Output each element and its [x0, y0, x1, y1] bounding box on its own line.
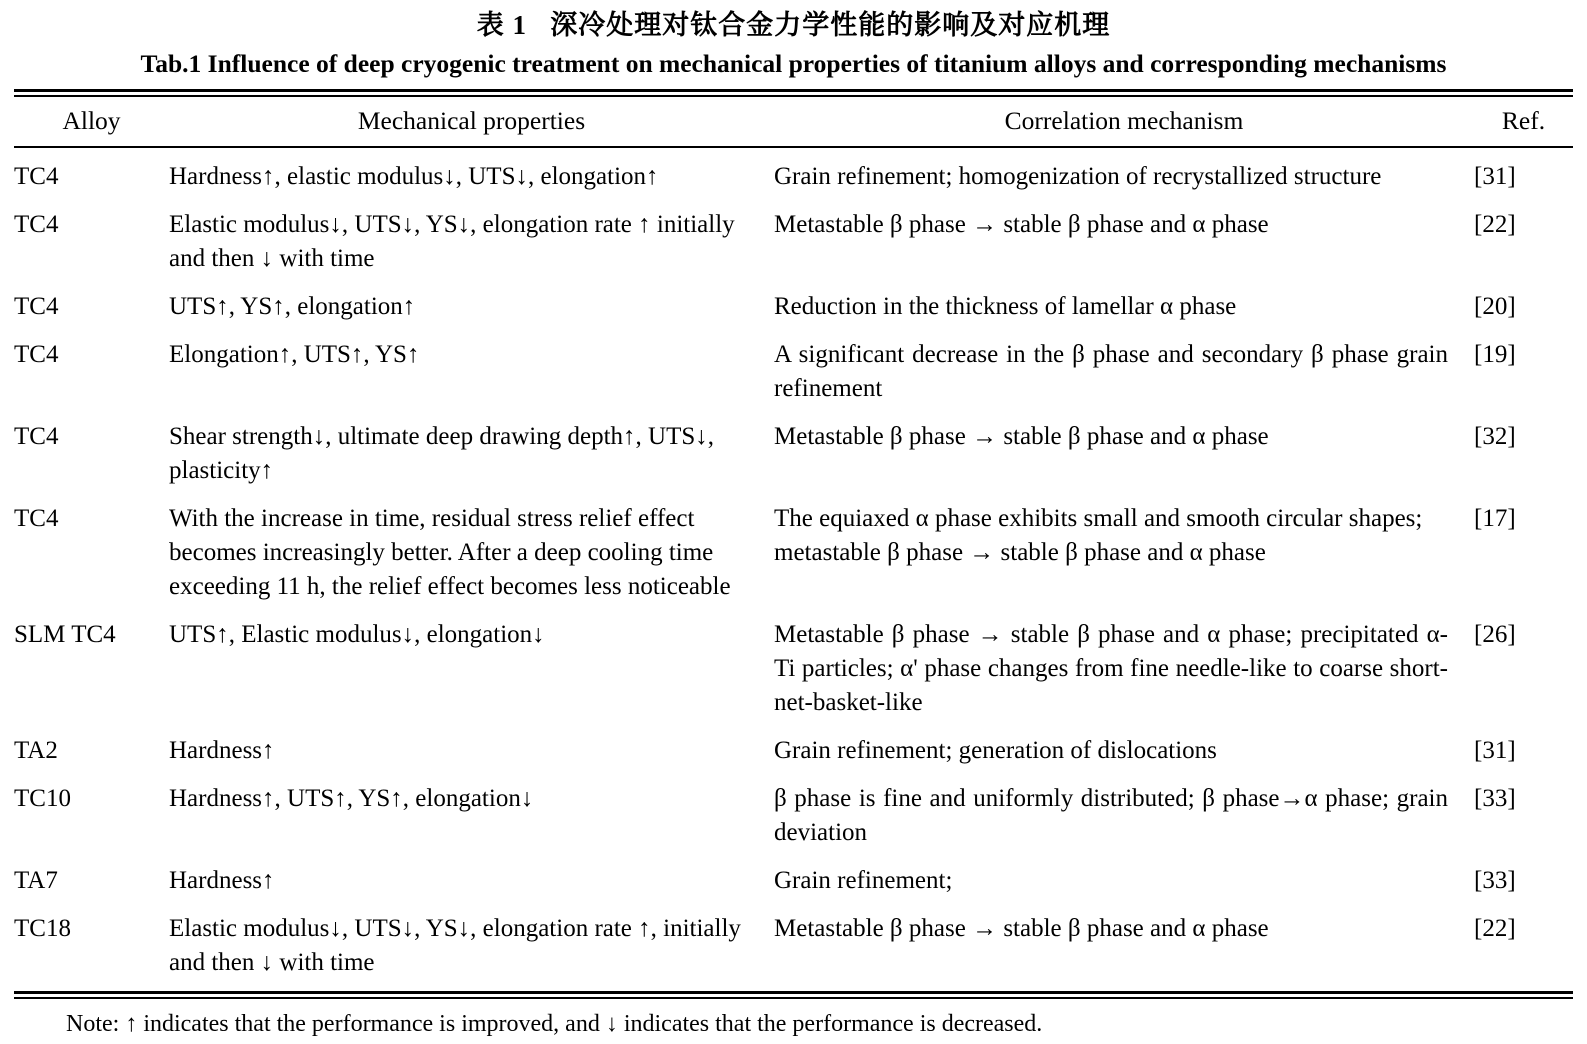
cell-mechanical: Elastic modulus↓, UTS↓, YS↓, elongation rate ↑ initially and then ↓ with time: [169, 211, 735, 273]
table-title-english: Tab.1 Influence of deep cryogenic treatment on mechanical properties of titanium alloys and corresponding mechanisms: [140, 48, 1447, 78]
cell-mechanical: Elastic modulus↓, UTS↓, YS↓, elongation rate ↑, initially and then ↓ with time: [169, 915, 741, 977]
cell-mechanism: The equiaxed α phase exhibits small and smooth circular shapes; metastable β phase → stable β phase and α phase: [774, 505, 1423, 567]
cell-alloy: TC4: [14, 211, 59, 239]
table-title-chinese: 表 1 深冷处理对钛合金力学性能的影响及对应机理: [476, 10, 1111, 40]
cell-mechanical: Shear strength↓, ultimate deep drawing depth↑, UTS↓, plasticity↑: [169, 423, 715, 485]
cell-ref: [33]: [1474, 867, 1516, 895]
table-row: [14, 775, 1573, 857]
cell-alloy: TC4: [14, 341, 59, 369]
cell-alloy: TC4: [14, 293, 59, 321]
table-row: [14, 331, 1573, 413]
cell-mechanical: UTS↑, YS↑, elongation↑: [169, 293, 416, 321]
table-row: [14, 727, 1573, 775]
cell-mechanism: Grain refinement; generation of dislocations: [774, 737, 1217, 765]
data-table-body: [14, 148, 1573, 991]
cell-ref: [26]: [1474, 621, 1516, 649]
cell-mechanism: Metastable β phase → stable β phase and α phase: [774, 915, 1269, 943]
table-row: [14, 495, 1573, 611]
table-row: [14, 413, 1573, 495]
cell-ref: [19]: [1474, 341, 1516, 369]
data-table: [14, 97, 1573, 146]
cell-ref: [31]: [1474, 737, 1516, 765]
cell-alloy: TA7: [14, 867, 58, 895]
cell-alloy: TC18: [14, 915, 71, 943]
cell-mechanical: Elongation↑, UTS↑, YS↑: [169, 341, 420, 369]
cell-ref: [32]: [1474, 423, 1516, 451]
cell-mechanical: With the increase in time, residual stress relief effect becomes increasingly better. After a deep cooling time exceeding 11 h, the relief effect becomes less noticeable: [169, 505, 731, 601]
cell-mechanism: A significant decrease in the β phase and secondary β phase grain refinement: [774, 341, 1448, 403]
cell-mechanism: Metastable β phase → stable β phase and α phase; precipitated α-Ti particles; α' phase changes from fine needle-like to coarse short-net-basket-like: [774, 621, 1448, 717]
table-row: [14, 148, 1573, 201]
cell-mechanism: Metastable β phase → stable β phase and α phase: [774, 211, 1269, 239]
cell-alloy: SLM TC4: [14, 621, 116, 649]
cell-ref: [17]: [1474, 505, 1516, 533]
table-row: [14, 283, 1573, 331]
cell-ref: [22]: [1474, 915, 1516, 943]
cell-ref: [31]: [1474, 163, 1516, 191]
cell-mechanical: UTS↑, Elastic modulus↓, elongation↓: [169, 621, 545, 649]
column-header-ref: Ref.: [1501, 106, 1546, 136]
table-row: [14, 905, 1573, 991]
cell-ref: [20]: [1474, 293, 1516, 321]
cell-mechanism: Metastable β phase → stable β phase and α phase: [774, 423, 1269, 451]
cell-mechanism: Grain refinement; homogenization of recrystallized structure: [774, 163, 1382, 191]
table-bottom-rule: [14, 991, 1573, 999]
column-header-mechanism: Correlation mechanism: [1004, 106, 1244, 136]
table-note: Note: ↑ indicates that the performance is improved, and ↓ indicates that the performance is decreased.: [66, 1011, 1043, 1038]
cell-mechanical: Hardness↑, elastic modulus↓, UTS↓, elongation↑: [169, 163, 659, 191]
cell-ref: [22]: [1474, 211, 1516, 239]
column-header-alloy: Alloy: [62, 106, 121, 136]
column-header-mechanical: Mechanical properties: [357, 106, 586, 136]
cell-alloy: TC4: [14, 423, 59, 451]
cell-ref: [33]: [1474, 785, 1516, 813]
cell-mechanical: Hardness↑: [169, 867, 275, 895]
cell-mechanism: Grain refinement;: [774, 867, 953, 895]
cell-mechanism: β phase is fine and uniformly distributed; β phase→α phase; grain deviation: [774, 785, 1448, 847]
cell-alloy: TC4: [14, 505, 59, 533]
cell-alloy: TC4: [14, 163, 59, 191]
table-header: [14, 97, 1573, 146]
table-body: [14, 148, 1573, 991]
header-row: [14, 97, 1573, 146]
table-row: [14, 857, 1573, 905]
table-row: [14, 611, 1573, 727]
table-top-rule: [14, 89, 1573, 97]
cell-mechanism: Reduction in the thickness of lamellar α phase: [774, 293, 1237, 321]
cell-mechanical: Hardness↑, UTS↑, YS↑, elongation↓: [169, 785, 534, 813]
cell-alloy: TA2: [14, 737, 58, 765]
table-row: [14, 201, 1573, 283]
cell-mechanical: Hardness↑: [169, 737, 275, 765]
cell-alloy: TC10: [14, 785, 71, 813]
